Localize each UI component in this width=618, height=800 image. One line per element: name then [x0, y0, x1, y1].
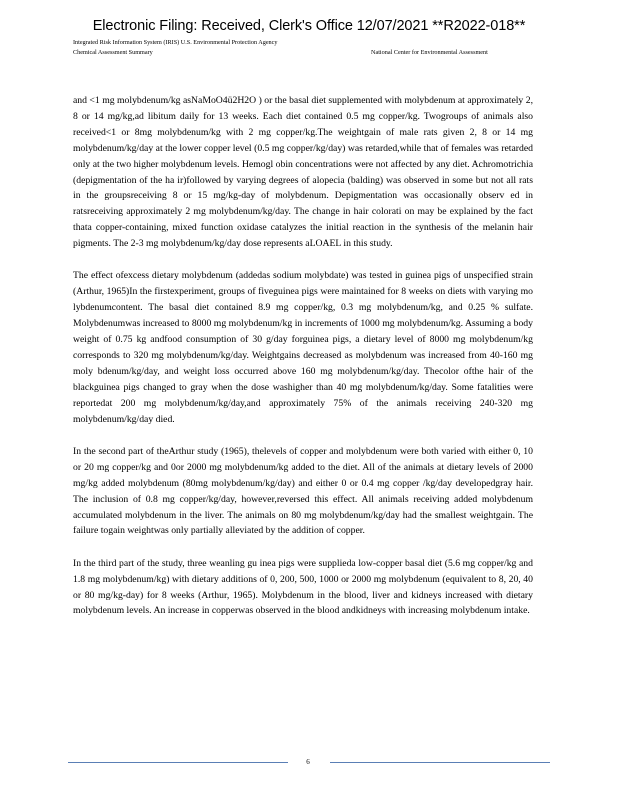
- filing-stamp: Electronic Filing: Received, Clerk's Office 12/07/2021 **R2022-018**: [92, 18, 526, 34]
- document-body: [73, 93, 533, 636]
- running-header-right: National Center for Environmental Assessment: [371, 49, 488, 56]
- paragraph: The effect ofexcess dietary molybdenum (addedas sodium molybdate) was tested in guinea pigs of unspecified strain (Arthur, 1965)In the firstexperiment, groups of fiveguinea pigs were maintained for 8 weeks on diets with varying mo lybdenumcontent. The basal diet contained 8.9 mg copper/kg, 0.3 mg molybdenum/kg, and 0.25 % sulfate. Molybdenumwas increased to 8000 mg molybdenum/kg in increments of 1000 mg molybdenum/kg. Assuming a body weight of 0.75 kg andfood consumption of 30 g/day forguinea pigs, a dietary level of 8000 mg molybdenum/kg corresponds to 320 mg molybdenum/kg/day. Weightgains decreased as molybdenum was increased from 40-160 mg moly bdenum/kg/day, and weight loss occurred above 160 mg molybdenum/kg/day. Thecolor ofthe hair of the blackguinea pigs changed to gray when the dose washigher than 40 mg molybdenum/kg/day. Some fatalities were reportedat 200 mg molybdenum/kg/day,and approximately 75% of the animals receiving 240-320 mg molybdenum/kg/day died.: [73, 270, 533, 425]
- running-header-line-1: Integrated Risk Information System (IRIS) U.S. Environmental Protection Agency: [73, 39, 278, 46]
- footer-divider-right: [330, 762, 550, 763]
- running-header-line-2: [73, 48, 533, 57]
- running-header-left: Chemical Assessment Summary: [73, 49, 153, 56]
- page-number: 6: [296, 757, 320, 767]
- paragraph: and <1 mg molybdenum/kg asNaMoO4ü2H2O ) or the basal diet supplemented with molybdenum at approximately 2, 8 or 14 mg/kg,ad libitum daily for 13 weeks. Each diet contained 0.5 mg copper/kg. Twogroups of animals also received<1 or 8mg molybdenum/kg with 2 mg copper/kg.The weightgain of male rats given 2, 8 or 14 mg molybdenum/kg/day at the lower copper level (0.5 mg copper/kg/day) was retarded,while that of females was retarded only at the two higher molybdenum levels. Hemogl obin concentrations were not affected by any diet. Achromotrichia (depigmentation of the ha ir)followed by varying degrees of alopecia (balding) was observed in some but not all rats in the groupsreceiving 8 or 15 mg/kg-day of molybdenum. Depigmentation was occasionally observ ed in ratsreceiving approximately 2 mg molybdenum/kg/day. The change in hair colorati on may be explained by the fact thata copper-containing, mixed function oxidase catalyzes the initial reaction in the synthesis of the melanin hair pigments. The 2-3 mg molybdenum/kg/day dose represents aLOAEL in this study.: [73, 95, 533, 250]
- footer-divider-left: [68, 762, 288, 763]
- paragraph: In the second part of theArthur study (1965), thelevels of copper and molybdenum were both varied with either 0, 10 or 20 mg copper/kg and 0or 2000 mg molybdenum/kg added to the diet. All of the animals at dietary levels of 2000 mg/kg added molybdenum (80mg molybdenum/kg/day) and either 0 or 0.4 mg copper /kg/day developedgray hair. The inclusion of 0.8 mg copper/kg/day, however,reversed this effect. All animals receiving added molybdenum accumulated molybdenum in the liver. The animals on 80 mg molybdenum/kg/day had the smallest weightgain. The failure togain weightwas only partially alleviated by the addition of copper.: [73, 445, 533, 537]
- paragraph: In the third part of the study, three weanling gu inea pigs were supplieda low-copper basal diet (5.6 mg copper/kg and 1.8 mg molybdenum/kg) with dietary additions of 0, 200, 500, 1000 or 2000 mg molybdenum (equivalent to 8, 20, 40 or 80 mg/kg-day) for 8 weeks (Arthur, 1965). Molybdenum in the blood, liver and kidneys increased with dietary molybdenum levels. An increase in copperwas observed in the blood andkidneys with increasing molybdenum intake.: [73, 557, 533, 617]
